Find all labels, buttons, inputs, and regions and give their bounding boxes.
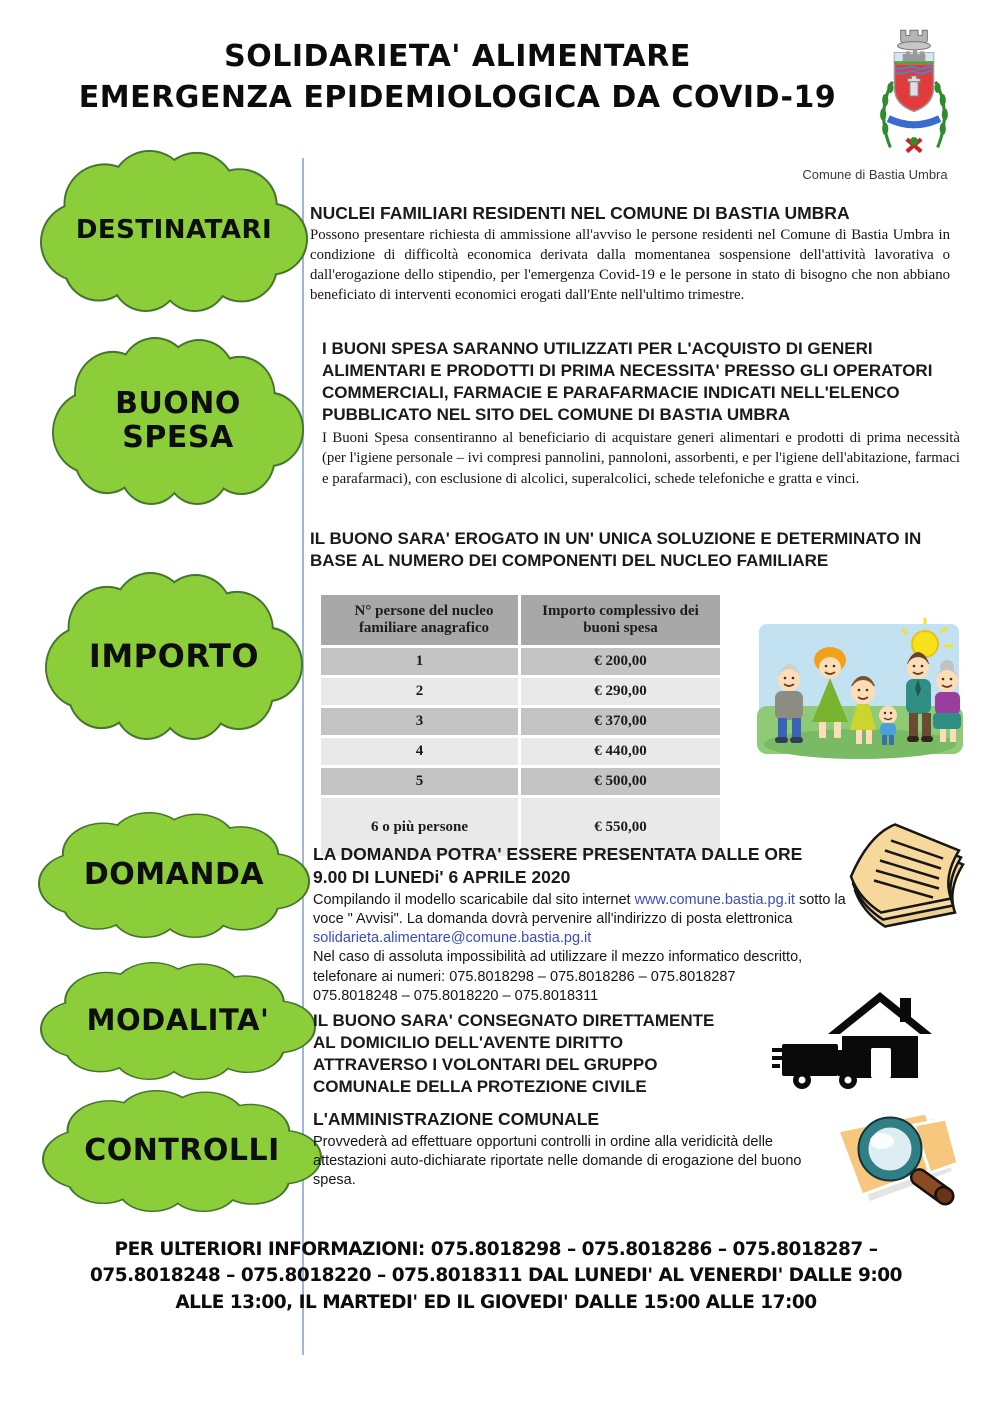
email-link[interactable]: solidarieta.alimentare@comune.bastia.pg.it (313, 930, 592, 947)
table-header-row (321, 595, 720, 645)
table-row: 5 € 500,00 (321, 768, 720, 795)
destinatari-section (310, 202, 958, 305)
footer-info: PER ULTERIORI INFORMAZIONI: 075.8018298 – 075.8018286 – 075.8018287 – 075.8018248 – 075.8018220 – 075.8018311 DAL LUNEDI' AL VENERDI' DALLE 9:00 ALLE 13:00, IL MARTEDI' ED IL GIOVEDI' DALLE 15:00 ALLE 17:00 (89, 1239, 903, 1313)
table-row: 1 € 200,00 (321, 648, 720, 675)
page-title-block (0, 36, 915, 119)
domanda-body-text: Compilando il modello scaricabile dal sito internet (313, 891, 635, 908)
domanda-fallback-text: Nel caso di assoluta impossibilità ad utilizzare il mezzo informatico descritto, telefonare ai numeri: 075.8018298 – 075.8018286 – 075.8018287 (313, 949, 803, 985)
table-col2-header: Importo complessivo dei buoni spesa (521, 595, 720, 645)
table-col1-header: N° persone del nucleo familiare anagrafico (321, 595, 518, 645)
section-label-destinatari: DESTINATARI (75, 215, 273, 246)
website-link[interactable]: www.comune.bastia.pg.it (634, 891, 795, 908)
delivery-truck-house-icon (772, 988, 944, 1092)
cloud-modalita (40, 962, 316, 1080)
importo-table (318, 592, 723, 859)
paper-sheets-icon (843, 817, 975, 932)
domanda-body-text: sotto la voce " Avvisi". La domanda dovrà pervenire all'indirizzo di posta elettronica (313, 891, 846, 927)
table-row: 6 o più persone € 550,00 (321, 798, 720, 856)
cloud-controlli (42, 1090, 322, 1212)
domanda-phones: 075.8018248 – 075.8018220 – 075.8018311 (313, 987, 599, 1004)
table-row: 4 € 440,00 (321, 738, 720, 765)
table-row: 3 € 370,00 (321, 708, 720, 735)
section-label-controlli: CONTROLLI (84, 1132, 280, 1168)
controlli-heading: L'AMMINISTRAZIONE COMUNALE (313, 1109, 600, 1129)
importo-heading: IL BUONO SARA' EROGATO IN UN' UNICA SOLUZIONE E DETERMINATO IN BASE AL NUMERO DEI COMPONENTI DEL NUCLEO FAMILIARE (310, 529, 922, 571)
domanda-section (313, 843, 858, 1006)
family-illustration-icon (755, 618, 965, 776)
municipal-crest-icon (876, 26, 952, 162)
page-subtitle: EMERGENZA EPIDEMIOLOGICA DA COVID-19 (78, 80, 837, 116)
modalita-heading: IL BUONO SARA' CONSEGNATO DIRETTAMENTE AL DOMICILIO DELL'AVENTE DIRITTO ATTRAVERSO I VOLONTARI DEL GRUPPO COMUNALE DELLA PROTEZIONE CIVILE (313, 1011, 715, 1097)
section-label-buono-spesa: BUONO SPESA (115, 385, 241, 455)
destinatari-heading: NUCLEI FAMILIARI RESIDENTI NEL COMUNE DI BASTIA UMBRA (310, 203, 850, 223)
controlli-body: Provvederà ad effettuare opportuni controlli in ordine alla veridicità delle attestazioni auto-dichiarate riportate nelle domande di erogazione del buono spesa. (313, 1133, 802, 1189)
cloud-importo (45, 572, 303, 740)
domanda-heading: LA DOMANDA POTRA' ESSERE PRESENTATA DALLE ORE 9.00 DI LUNEDi' 6 APRILE 2020 (313, 844, 803, 887)
section-label-domanda: DOMANDA (83, 856, 265, 892)
cloud-buono-spesa (52, 337, 304, 505)
section-label-modalita: MODALITA' (86, 1003, 270, 1038)
controlli-section (313, 1108, 818, 1191)
buono-spesa-heading: I BUONI SPESA SARANNO UTILIZZATI PER L'ACQUISTO DI GENERI ALIMENTARI E PRODOTTI DI PRIMA NECESSITA' PRESSO GLI OPERATORI COMMERCIALI, FARMACIE E PARAFARMACIE INDICATI NELL'ELENCO PUBBLICATO NEL SITO DEL COMUNE DI BASTIA UMBRA (322, 339, 933, 425)
destinatari-body: Possono presentare richiesta di ammissione all'avviso le persone residenti nel Comune di Bastia Umbra in condizione di difficoltà economica derivata dalla momentanea sospensione dell'attività lavorativa o dall'erogazione dello stipendio, per l'emergenza Covid-19 e le persone in stato di bisogno che non abbiano beneficiato di interventi economici erogati dall'Ente nell'ultimo trimestre. (310, 226, 950, 304)
crest-caption: Comune di Bastia Umbra (802, 167, 948, 182)
magnifier-document-icon (818, 1103, 973, 1211)
cloud-domanda (38, 812, 310, 938)
section-label-importo: IMPORTO (88, 636, 260, 675)
table-row: 2 € 290,00 (321, 678, 720, 705)
buono-spesa-section (322, 338, 964, 489)
page-title: SOLIDARIETA' ALIMENTARE (224, 39, 691, 74)
cloud-destinatari (40, 150, 308, 312)
buono-spesa-body: I Buoni Spesa consentiranno al beneficiario di acquistare generi alimentari e prodotti di prima necessità (per l'igiene personale – ivi compresi pannolini, pannoloni, assorbenti, e per l'igiene dell'abitazione, farmaci e parafarmaci), con esclusione di alcolici, superalcolici, schede telefoniche e gratta e vinci. (322, 430, 960, 487)
